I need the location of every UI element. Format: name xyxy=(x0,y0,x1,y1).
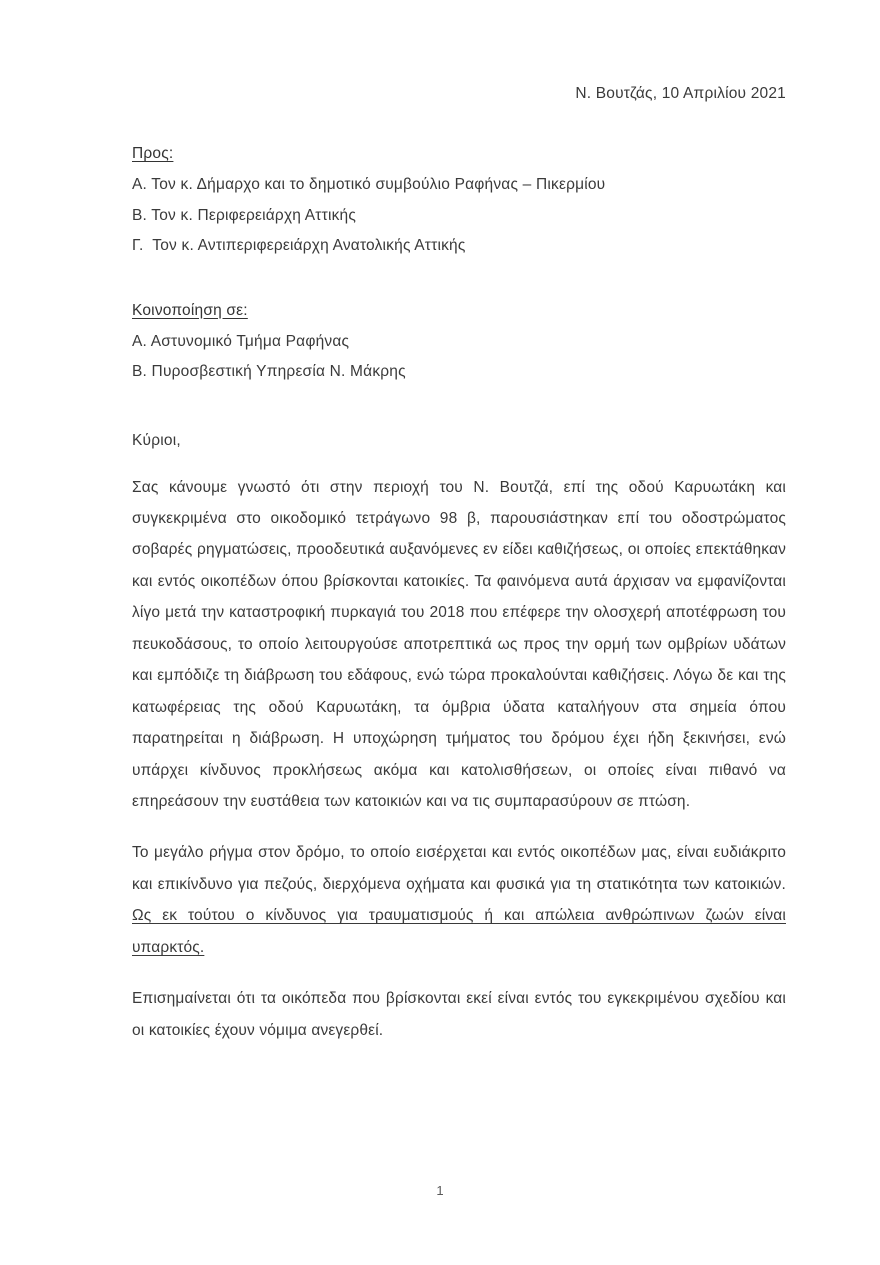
copy-to-item-a: Α. Αστυνομικό Τμήμα Ραφήνας xyxy=(132,332,350,350)
body-paragraph-1: Σας κάνουμε γνωστό ότι στην περιοχή του Ν. Βουτζά, επί της οδού Καρυωτάκη και συγκεκριμένα στο οικοδομικό τετράγωνο 98 β, παρουσιάστηκαν επί του οδοστρώματος σοβαρές ρηγματώσεις, προοδευτικά αυξανόμενες εν είδει καθιζήσεως, οι οποίες επεκτάθηκαν και εντός οικοπέδων όπου βρίσκονται κατοικίες. Τα φαινόμενα αυτά άρχισαν να εμφανίζονται λίγο μετά την καταστροφική πυρκαγιά του 2018 που επέφερε την ολοσχερή αποτέφρωση του πευκοδάσους, το οποίο λειτουργούσε αποτρεπτικά ως προς την ορμή των ομβρίων υδάτων και εμπόδιζε τη διάβρωση του εδάφους, ενώ τώρα προκαλούνται καθιζήσεις. Λόγω δε και της κατωφέρειας της οδού Καρυωτάκη, τα όμβρια ύδατα καταλήγουν στα σημεία όπου παρατηρείται η διάβρωση. Η υποχώρηση τμήματος του δρόμου έχει ήδη ξεκινήσει, ενώ υπάρχει κίνδυνος προκλήσεως ακόμα και κατολισθήσεων, οι οποίες είναι πιθανό να επηρεάσουν την ευστάθεια των κατοικιών και να τις συμπαρασύρουν σε πτώση. xyxy=(132,478,786,811)
date-line: Ν. Βουτζάς, 10 Απριλίου 2021 xyxy=(575,85,786,102)
salutation: Κύριοι, xyxy=(132,431,181,449)
copy-to-item-b: Β. Πυροσβεστική Υπηρεσία Ν. Μάκρης xyxy=(132,363,406,380)
document-content xyxy=(132,0,786,1046)
block-spacer xyxy=(132,280,786,302)
body-paragraph-3: Επισημαίνεται ότι τα οικόπεδα που βρίσκονται εκεί είναι εντός του εγκεκριμένου σχεδίου και οι κατοικίες έχουν νόμιμα ανεγερθεί. xyxy=(132,990,786,1039)
paragraph-2-underlined-text: Ως εκ τούτου ο κίνδυνος για τραυματισμούς ή και απώλεια ανθρώπινων ζωών είναι υπαρκτός. xyxy=(132,907,786,956)
copy-to-block xyxy=(132,302,786,380)
page-number: 1 xyxy=(436,1183,444,1198)
paragraph-2-plain-text: Το μεγάλο ρήγμα στον δρόμο, το οποίο εισέρχεται και εντός οικοπέδων μας, είναι ευδιάκριτο και επικίνδυνο για πεζούς, διερχόμενα οχήματα και φυσικά για τη στατικότητα των κατοικιών. xyxy=(132,844,786,893)
copy-to-heading: Κοινοποίηση σε: xyxy=(132,301,248,319)
recipients-heading: Προς: xyxy=(132,145,174,162)
recipient-item-b: Β. Τον κ. Περιφερειάρχη Αττικής xyxy=(132,206,357,224)
body-paragraph-2 xyxy=(132,837,786,963)
recipient-item-c: Γ. Τον κ. Αντιπεριφερειάρχη Ανατολικής Αττικής xyxy=(132,237,466,254)
salutation-spacer xyxy=(132,406,786,432)
recipient-item-a: Α. Τον κ. Δήμαρχο και το δημοτικό συμβούλιο Ραφήνας – Πικερμίου xyxy=(132,176,606,193)
recipients-block xyxy=(132,145,786,254)
